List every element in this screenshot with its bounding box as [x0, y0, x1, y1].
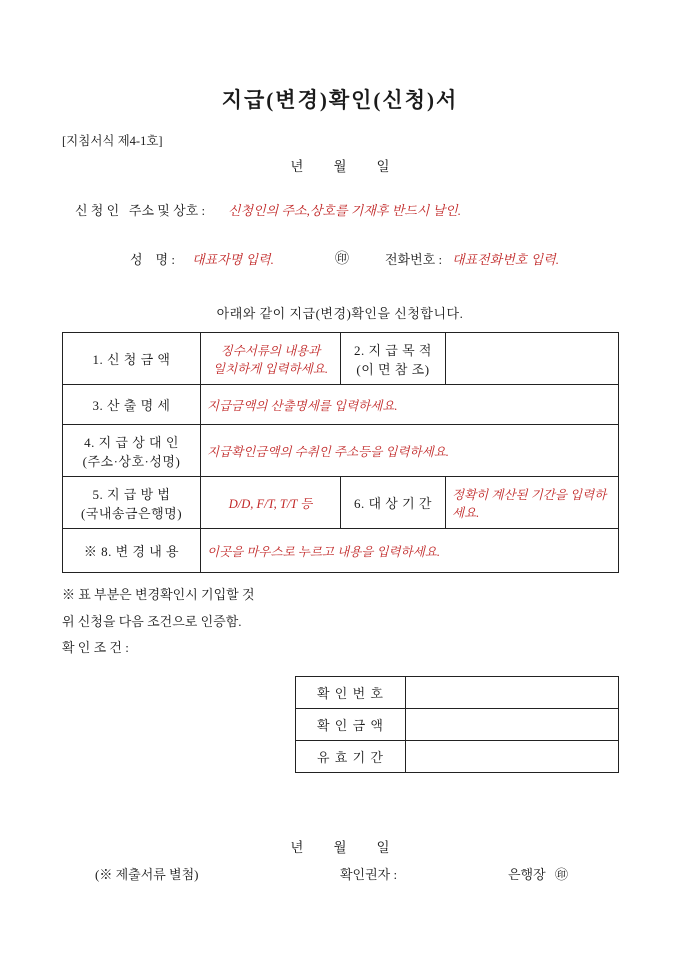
- note-certification: 위 신청을 다음 조건으로 인증함.: [62, 614, 242, 629]
- application-table: [62, 332, 619, 573]
- footer-date-month-label: 월: [333, 840, 347, 855]
- applicant-name-label: 성 명 :: [130, 252, 175, 267]
- field-label-payment-purpose: [341, 333, 446, 385]
- confirm-table-row: [296, 677, 619, 709]
- date-day-label: 일: [376, 159, 390, 174]
- bank-head-label: 은행장: [508, 867, 546, 882]
- applicant-name-hint[interactable]: 대표자명 입력.: [192, 252, 274, 267]
- table-row: [63, 333, 619, 385]
- applicant-address-label: 신 청 인 주소 및 상호 :: [75, 203, 206, 218]
- application-statement: 아래와 같이 지급(변경)확인을 신청합니다.: [216, 306, 464, 321]
- confirm-table-row: [296, 709, 619, 741]
- date-line-top: [0, 155, 680, 175]
- footer-date-year-label: 년: [290, 840, 304, 855]
- payment-method-label-line2: (국내송금은행명): [80, 505, 183, 521]
- attachment-note: (※ 제출서류 별첨): [95, 867, 199, 882]
- payment-method-label-line1: 5. 지 급 방 법: [92, 486, 171, 502]
- payment-purpose-value-cell[interactable]: [446, 333, 619, 385]
- table-row: [63, 425, 619, 477]
- confirmer-label: 확인권자 :: [340, 867, 398, 882]
- calculation-detail-input-cell[interactable]: 지급금액의 산출명세를 입력하세요.: [201, 385, 619, 425]
- applicant-seal-icon: ㊞: [335, 252, 349, 267]
- payment-method-input-cell[interactable]: D/D, F/T, T/T 등: [201, 477, 341, 529]
- field-label-payee: [63, 425, 201, 477]
- page-title: 지급(변경)확인(신청)서: [221, 88, 459, 112]
- confirmation-table: [295, 676, 619, 773]
- form-code: [지침서식 제4-1호]: [62, 134, 163, 148]
- confirm-amount-value-cell[interactable]: [406, 709, 619, 741]
- payment-purpose-label-line1: 2. 지 급 목 적: [354, 342, 432, 358]
- date-month-label: 월: [333, 159, 347, 174]
- confirm-table-row: [296, 741, 619, 773]
- valid-period-value-cell[interactable]: [406, 741, 619, 773]
- payee-label-line1: 4. 지 급 상 대 인: [84, 434, 179, 450]
- field-label-request-amount: 1. 신 청 금 액: [63, 333, 201, 385]
- phone-label: 전화번호 :: [385, 252, 443, 267]
- table-row: [63, 529, 619, 573]
- field-label-change-content: ※ 8. 변 경 내 용: [63, 529, 201, 573]
- payment-purpose-label-line2: (이 면 참 조): [356, 361, 430, 377]
- note-asterisk: ※ 표 부분은 변경확인시 기입할 것: [62, 587, 255, 602]
- confirm-number-label: 확 인 번 호: [296, 677, 406, 709]
- field-label-payment-method: [63, 477, 201, 529]
- change-content-input-cell[interactable]: 이곳을 마우스로 누르고 내용을 입력하세요.: [201, 529, 619, 573]
- payee-input-cell[interactable]: 지급확인금액의 수취인 주소등을 입력하세요.: [201, 425, 619, 477]
- applicant-address-hint[interactable]: 신청인의 주소,상호를 기재후 반드시 날인.: [228, 203, 461, 218]
- note-confirm-condition: 확 인 조 건 :: [62, 640, 129, 655]
- target-period-input-cell[interactable]: 정확히 계산된 기간을 입력하세요.: [446, 477, 619, 529]
- bank-head-seal-icon: ㊞: [555, 867, 569, 882]
- request-amount-hint-line2[interactable]: 일치하게 입력하세요.: [213, 361, 328, 376]
- valid-period-label: 유 효 기 간: [296, 741, 406, 773]
- confirm-number-value-cell[interactable]: [406, 677, 619, 709]
- phone-hint[interactable]: 대표전화번호 입력.: [452, 252, 559, 267]
- request-amount-input-cell[interactable]: [201, 333, 341, 385]
- request-amount-hint-line1[interactable]: 징수서류의 내용과: [220, 343, 321, 358]
- date-line-bottom: [0, 836, 680, 856]
- table-row: [63, 385, 619, 425]
- field-label-target-period: 6. 대 상 기 간: [341, 477, 446, 529]
- date-year-label: 년: [290, 159, 304, 174]
- payee-label-line2: (주소·상호·성명): [82, 453, 181, 469]
- confirm-amount-label: 확 인 금 액: [296, 709, 406, 741]
- footer-date-day-label: 일: [376, 840, 390, 855]
- table-row: [63, 477, 619, 529]
- field-label-calculation-detail: 3. 산 출 명 세: [63, 385, 201, 425]
